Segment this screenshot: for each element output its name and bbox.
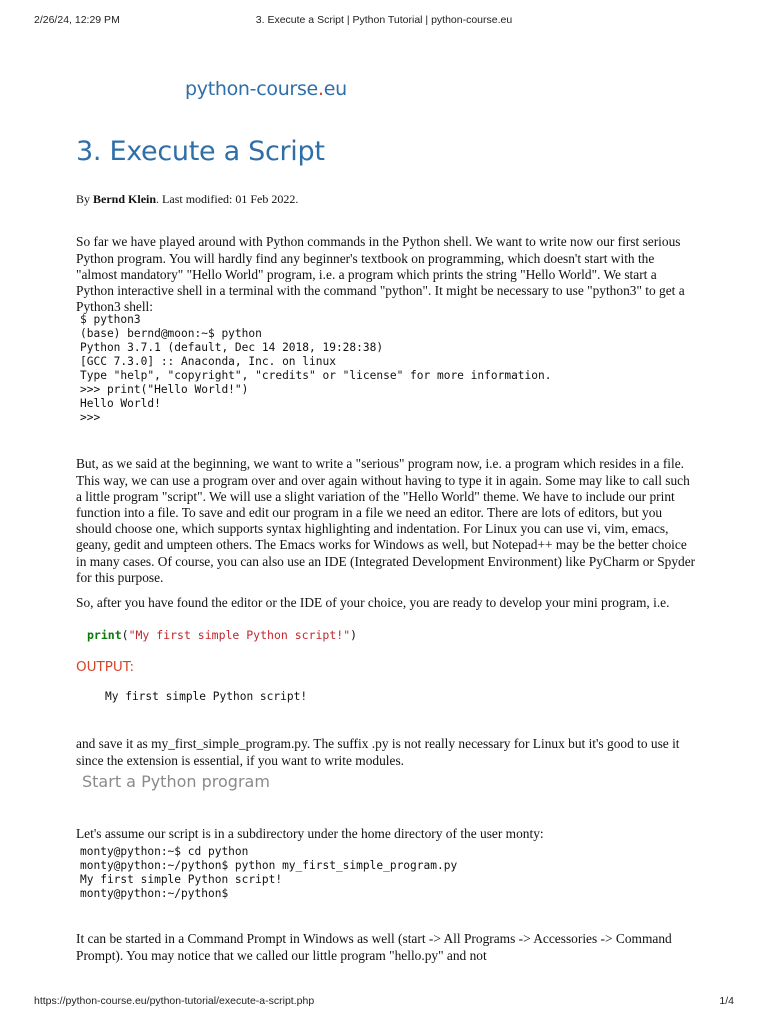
paragraph-intro: So far we have played around with Python commands in the Python shell. We want to write now our first serious Python program. You will hardly find any beginner's textbook on programming, which doesn't start with the "almost mandatory" "Hello World" program, i.e. a program which prints the string "Hello World". We start a Python interactive shell in a terminal with the command "python". It might be necessary to use "python3" to get a Python3 shell:: [76, 234, 685, 315]
section-heading: Start a Python program: [82, 772, 270, 791]
print-page-title: 3. Execute a Script | Python Tutorial | python-course.eu: [255, 14, 513, 26]
paragraph-editor-choice: So, after you have found the editor or the IDE of your choice, you are ready to develop your mini program, i.e.: [76, 595, 670, 611]
page-title: 3. Execute a Script: [76, 136, 325, 167]
logo-dot: .: [317, 78, 324, 100]
byline: [76, 191, 696, 207]
code-paren-close: ): [350, 628, 358, 642]
logo-tld: eu: [323, 78, 347, 100]
author-name: Bernd Klein: [93, 192, 157, 206]
byline-suffix: . Last modified: 01 Feb 2022.: [156, 192, 299, 206]
code-block-shell: $ python3 (base) bernd@moon:~$ python Python 3.7.1 (default, Dec 14 2018, 19:28:38) [GCC 7.3.0] :: Anaconda, Inc. on linux Type "help", "copyright", "credits" or "license" for more information. >>> print("Hello World!") Hello World! >>>: [80, 313, 552, 424]
site-logo[interactable]: [185, 78, 347, 100]
byline-prefix: By: [76, 192, 94, 206]
print-url[interactable]: https://python-course.eu/python-tutorial/execute-a-script.php: [34, 995, 315, 1007]
code-paren-open: (: [121, 628, 129, 642]
paragraph-save: and save it as my_first_simple_program.py. The suffix .py is not really necessary for Linux but it's good to use it since the extension is essential, if you want to write modules.: [76, 736, 680, 768]
logo-main: python-course: [185, 78, 318, 100]
code-string: "My first simple Python script!": [128, 628, 351, 642]
paragraph-windows: It can be started in a Command Prompt in Windows as well (start -> All Programs -> Accessories -> Command Prompt). You may notice that we called our little program "hello.py" and not: [76, 931, 672, 963]
code-keyword: print: [87, 628, 122, 642]
code-block-print: [87, 628, 357, 642]
code-block-run: monty@python:~$ cd python monty@python:~/python$ python my_first_simple_program.py My first simple Python script! monty@python:~/python$: [80, 845, 458, 900]
print-page-number: 1/4: [719, 995, 734, 1007]
paragraph-subdirectory: Let's assume our script is in a subdirectory under the home directory of the user monty:: [76, 826, 544, 842]
code-block-output: My first simple Python script!: [105, 690, 308, 703]
output-label: OUTPUT:: [76, 659, 135, 675]
paragraph-editors: But, as we said at the beginning, we want to write a "serious" program now, i.e. a program which resides in a file. This way, we can use a program over and over again without having to type it in again. Some may like to call such a little program "script". We will use a slight variation of the "Hello World" theme. We have to include our print function into a file. To save and edit our program in a file we need an editor. There are lots of editors, but you should choose one, which supports syntax highlighting and indentation. For Linux you can use vi, vim, emacs, geany, gedit and umpteen others. The Emacs works for Windows as well, but Notepad++ may be the better choice in many cases. Of course, you can also use an IDE (Integrated Development Environment) like PyCharm or Spyder for this purpose.: [76, 456, 696, 585]
print-datetime: 2/26/24, 12:29 PM: [34, 14, 120, 26]
